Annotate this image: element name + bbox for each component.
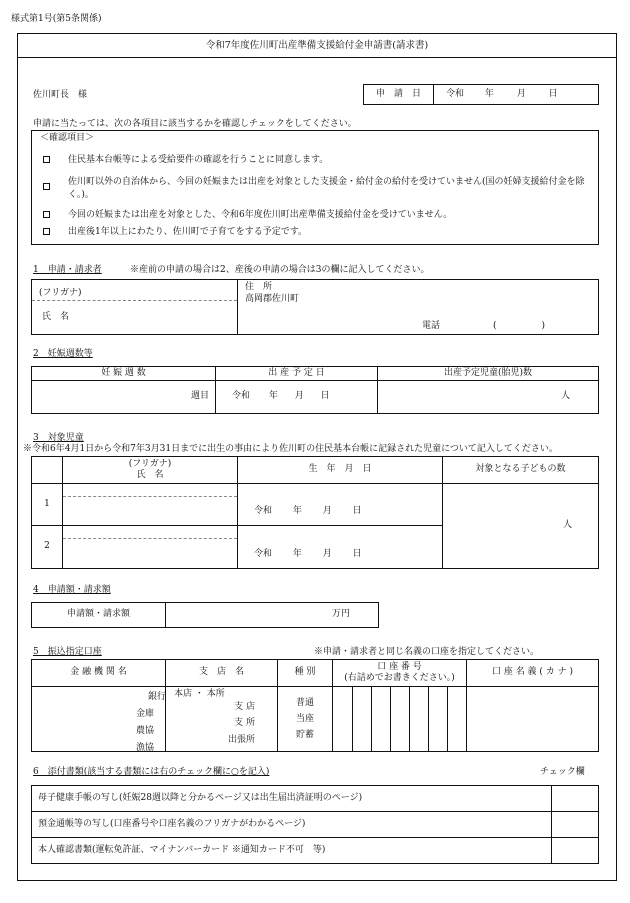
- account-number-sub: (右詰めでお書きください。): [344, 673, 455, 683]
- due-month: 月: [294, 391, 304, 402]
- application-date-field[interactable]: [434, 85, 599, 105]
- applicant-name-cell[interactable]: [32, 280, 238, 335]
- bank-type-ja: 農協: [135, 726, 154, 736]
- fetus-count-field[interactable]: [378, 381, 599, 414]
- child-name-field-2[interactable]: [63, 526, 238, 569]
- section3-title: 3 対象児童: [33, 433, 84, 443]
- section1-title: 1 申請・請求者: [33, 265, 102, 275]
- checkbox-4[interactable]: [43, 228, 50, 239]
- child-row-number: 1: [32, 484, 63, 526]
- birth-header: 生 年 月 日: [238, 457, 443, 484]
- birth-era: 令和: [254, 548, 273, 559]
- row-number-header: [32, 457, 63, 484]
- bank-header: 金 融 機 関 名: [32, 660, 166, 687]
- check-column-label: チェック欄: [540, 767, 585, 777]
- header-weeks: 妊 娠 週 数: [32, 367, 216, 381]
- account-number-header: [333, 660, 467, 687]
- section2-title: 2 妊娠週数等: [33, 349, 93, 359]
- amount-table: [31, 602, 379, 628]
- count-header: 対象となる子どもの数: [443, 457, 599, 484]
- phone-label: 電話: [422, 321, 441, 331]
- section4-title: 4 申請額・請求額: [33, 585, 111, 595]
- checklist-item-2: 佐川町以外の自治体から、今回の妊娠または出産を対象とした支援金・給付金の給付を受けていません(国の妊婦支援給付金を除く。)。: [68, 177, 585, 201]
- amount-label: 申請額・請求額: [32, 603, 166, 628]
- checkbox-1[interactable]: [43, 156, 50, 167]
- child-count-field[interactable]: [443, 484, 599, 569]
- weeks-field[interactable]: [32, 381, 216, 414]
- birth-year: 年: [292, 505, 302, 516]
- checkbox-3[interactable]: [43, 211, 50, 222]
- furigana-label: (フリガナ): [39, 288, 82, 298]
- attachment-item: 母子健康手帳の写し(妊娠28週以降と分かるページ又は出生届出済証明のページ): [32, 786, 552, 812]
- checklist-item-1: 住民基本台帳等による受給要件の確認を行うことに同意します。: [68, 155, 329, 165]
- address-label: 住 所: [245, 282, 273, 292]
- birth-month: 月: [322, 505, 332, 516]
- attachment-item: 本人確認書類(運転免許証、マイナンバーカード ※通知カード不可 等): [32, 838, 552, 864]
- branch-type-sub-office: 出張所: [227, 735, 255, 745]
- furigana-divider: [32, 300, 237, 301]
- furigana-divider: [63, 496, 237, 497]
- birth-field-1[interactable]: [238, 484, 443, 526]
- branch-type-main: 本店 ・ 本所: [174, 689, 225, 699]
- child-name-header: [63, 457, 238, 484]
- due-era: 令和: [232, 391, 251, 402]
- due-day: 日: [320, 391, 330, 402]
- date-year: 年: [484, 88, 494, 99]
- account-digit[interactable]: [352, 687, 371, 751]
- bank-type-bank: 銀行: [147, 692, 166, 702]
- account-type-checking: 当座: [295, 714, 314, 724]
- page-title: 令和7年度佐川町出産準備支援給付金申請書(請求書): [205, 40, 429, 51]
- section5-note: ※申請・請求者と同じ名義の口座を指定してください。: [314, 647, 540, 657]
- bank-type-list: [135, 689, 166, 757]
- birth-month: 月: [322, 548, 332, 559]
- applicant-address-cell[interactable]: [238, 280, 599, 335]
- amount-unit: 万円: [331, 609, 350, 620]
- account-type-field[interactable]: [278, 687, 333, 752]
- birth-day: 日: [352, 505, 362, 516]
- date-month: 月: [516, 88, 526, 99]
- pregnancy-table: [31, 366, 599, 414]
- holder-field[interactable]: [467, 687, 599, 752]
- checkbox-2[interactable]: [43, 183, 50, 194]
- type-header: 種 別: [278, 660, 333, 687]
- due-year: 年: [268, 391, 278, 402]
- section6-title: 6 添付書類(該当する書類には右のチェック欄に○を記入): [33, 767, 270, 777]
- date-era: 令和: [446, 88, 465, 99]
- child-name-header-label: 氏 名: [136, 470, 164, 480]
- child-count-unit: 人: [562, 520, 572, 531]
- birth-year: 年: [292, 548, 302, 559]
- attachment-item: 預金通帳等の写し(口座番号や口座名義のフリガナがわかるページ): [32, 812, 552, 838]
- account-type-savings: 貯蓄: [295, 730, 314, 740]
- week-unit: 週目: [190, 391, 209, 402]
- date-day: 日: [548, 88, 558, 99]
- header-fetus-count: 出産予定児童(胎児)数: [378, 367, 599, 381]
- account-digit[interactable]: [333, 687, 352, 751]
- child-name-field-1[interactable]: [63, 484, 238, 526]
- account-digit[interactable]: [447, 687, 466, 751]
- account-type-ordinary: 普通: [295, 698, 314, 708]
- application-date-label: 申 請 日: [364, 85, 434, 105]
- branch-type-office: 支 所: [234, 718, 255, 728]
- checklist-item-3: 今回の妊娠または出産を対象とした、令和6年度佐川町出産準備支援給付金を受けていません。: [68, 210, 453, 220]
- account-digit[interactable]: [390, 687, 409, 751]
- birth-field-2[interactable]: [238, 526, 443, 569]
- section5-title: 5 振込指定口座: [33, 647, 102, 657]
- furigana-divider: [63, 538, 237, 539]
- holder-header: 口 座 名 義 ( カ ナ ): [467, 660, 599, 687]
- application-date-box: [363, 84, 599, 105]
- phone-paren: ( ): [493, 321, 546, 331]
- checklist-box: [31, 130, 599, 245]
- address-value: 高岡郡佐川町: [245, 294, 300, 304]
- intro-text: 申請に当たっては、次の各項目に該当するかを確認しチェックをしてください。: [33, 119, 357, 129]
- bank-type-shinkin: 金庫: [135, 709, 154, 719]
- amount-field[interactable]: [166, 603, 379, 628]
- branch-type-branch: 支 店: [234, 702, 255, 712]
- child-furigana-header: (フリガナ): [128, 459, 172, 470]
- attachment-check[interactable]: [552, 812, 599, 838]
- account-digit[interactable]: [409, 687, 428, 751]
- account-number-field[interactable]: [333, 687, 467, 752]
- account-digit[interactable]: [371, 687, 390, 751]
- attachment-check[interactable]: [552, 786, 599, 812]
- form-number: 様式第1号(第5条関係): [11, 14, 102, 24]
- name-label: 氏 名: [42, 312, 70, 322]
- attachment-check[interactable]: [552, 838, 599, 864]
- bank-field[interactable]: [32, 687, 166, 752]
- birth-day: 日: [352, 548, 362, 559]
- due-date-field[interactable]: [216, 381, 378, 414]
- section1-note: ※産前の申請の場合は2、産後の申請の場合は3の欄に記入してください。: [130, 265, 430, 275]
- header-due-date: 出 産 予 定 日: [216, 367, 378, 381]
- fetus-count-unit: 人: [560, 391, 570, 402]
- birth-era: 令和: [254, 505, 273, 516]
- children-table: [31, 456, 599, 569]
- bank-table: [31, 659, 599, 752]
- attachments-table: [31, 785, 599, 864]
- title-divider: [17, 57, 617, 58]
- branch-field[interactable]: [166, 687, 278, 752]
- account-digit-grid: [333, 687, 466, 751]
- branch-header: 支 店 名: [166, 660, 278, 687]
- checklist-item-4: 出産後1年以上にわたり、佐川町で子育てをする予定です。: [68, 227, 308, 237]
- account-number-title: 口 座 番 号: [377, 662, 422, 673]
- section3-note: ※令和6年4月1日から令和7年3月31日までに出生の事由により佐川町の住民基本台帳に記録された児童について記入してください。: [23, 444, 558, 454]
- applicant-table: [31, 279, 599, 335]
- account-digit[interactable]: [428, 687, 447, 751]
- child-row-number: 2: [32, 526, 63, 569]
- addressee: 佐川町長 様: [33, 90, 88, 100]
- bank-type-fishery: 漁協: [135, 743, 154, 753]
- checklist-heading: ＜確認項目＞: [40, 133, 95, 143]
